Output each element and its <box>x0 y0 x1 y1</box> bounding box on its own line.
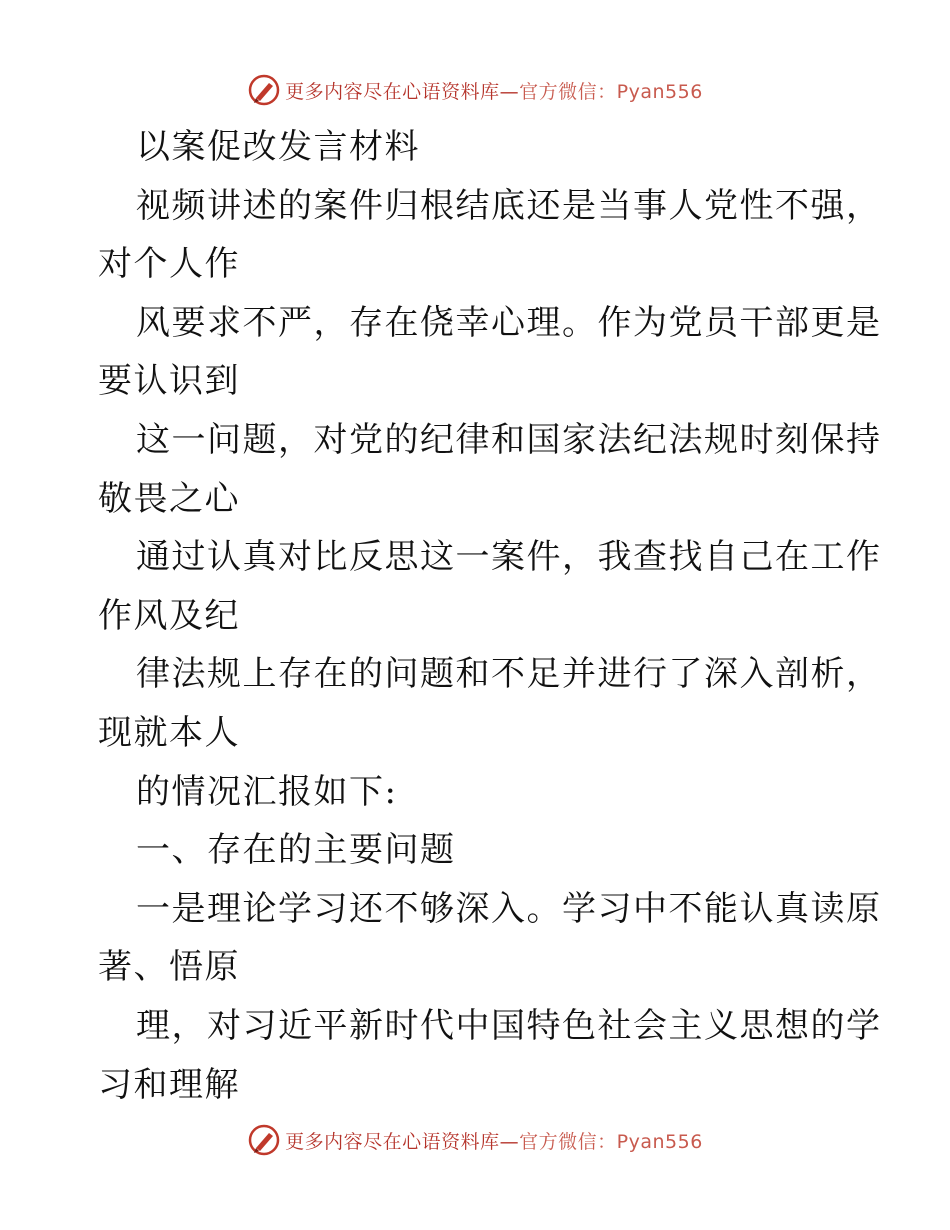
text-line: 敬畏之心 <box>98 478 240 519</box>
text-line: 一、存在的主要问题 <box>136 830 456 871</box>
footer-watermark <box>0 1120 950 1160</box>
header-watermark <box>0 70 950 110</box>
watermark-text: 更多内容尽在心语资料库—官方微信：Pyan556 <box>285 1130 703 1153</box>
text-line: 著、悟原 <box>98 947 240 988</box>
text-line: 视频讲述的案件归根结底还是当事人党性不强， <box>136 185 882 226</box>
pen-logo-icon <box>247 1123 281 1157</box>
text-line: 风要求不严，存在侥幸心理。作为党员干部更是 <box>136 302 882 343</box>
text-line: 通过认真对比反思这一案件，我查找自己在工作 <box>136 537 882 578</box>
text-line: 作风及纪 <box>98 595 240 636</box>
document-body <box>98 118 882 1114</box>
text-line: 要认识到 <box>98 361 240 402</box>
text-line: 理，对习近平新时代中国特色社会主义思想的学 <box>136 1005 882 1046</box>
watermark-text: 更多内容尽在心语资料库—官方微信：Pyan556 <box>285 80 703 103</box>
text-line: 的情况汇报如下: <box>136 771 398 812</box>
text-line: 这一问题，对党的纪律和国家法纪法规时刻保持 <box>136 419 882 460</box>
text-line: 一是理论学习还不够深入。学习中不能认真读原 <box>136 888 882 929</box>
text-line: 现就本人 <box>98 712 240 753</box>
text-line: 律法规上存在的问题和不足并进行了深入剖析， <box>136 654 882 695</box>
text-line: 习和理解 <box>98 1064 240 1105</box>
text-line: 对个人作 <box>98 244 240 285</box>
pen-logo-icon <box>247 73 281 107</box>
text-line: 以案促改发言材料 <box>136 127 420 167</box>
